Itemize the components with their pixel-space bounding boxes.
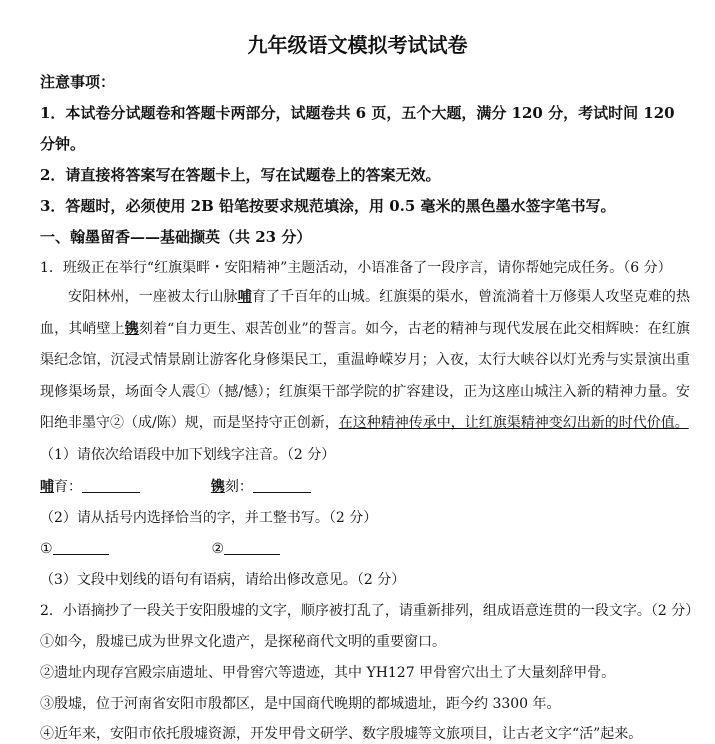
passage-text-3: 刻着“自力更生、艰苦创业”的誓言。如今，古老的精神与现代发展在此交相辉映：在红旗渠纪念馆，沉浸式情景剧让游客化身修渠民工，重温峥嵘岁月；入夜，太行大峡谷以灯光秀与实景演出重现修渠场景，场面令人震①（撼/憾）；红旗渠干部学院的扩容建设，正为这座山城注入新的精神力量。安阳绝非墨守②（成/陈）规，而是坚持守正创新，	[40, 320, 691, 431]
passage-marked-word-2: 镌	[124, 320, 139, 337]
notice-item-1-line-1: 1．本试卷分试题卷和答题卡两部分，试题卷共 6 页，五个大题，满分 120 分，考试时间 120	[40, 104, 675, 122]
question-2-sentence-1: ①如今，殷墟已成为世界文化遗产，是探秘商代文明的重要窗口。	[40, 634, 446, 650]
answer-mark-1: ①	[40, 541, 53, 557]
question-1-sub-3: （3）文段中划线的语句有语病，请给出修改意见。（2 分）	[40, 572, 406, 588]
page-title: 九年级语文模拟考试试卷	[247, 33, 468, 57]
question-2-sentence-2: ②遗址内现存宫殿宗庙遗址、甲骨窖穴等遗迹，其中 YH127 甲骨窖穴出土了大量刻辞甲骨。	[40, 665, 616, 681]
question-1-passage	[40, 282, 690, 440]
question-1-sub-1: （1）请依次给语段中加下划线字注音。（2 分）	[40, 447, 336, 463]
pinyin-word-1: 哺	[40, 479, 54, 495]
question-2-sentence-3: ③殷墟，位于河南省安阳市殷都区，是中国商代晚期的都城遗址，距今约 3300 年。	[40, 696, 561, 712]
pinyin-word-1-suffix: 育：	[54, 479, 82, 495]
pinyin-answer-row	[40, 477, 311, 497]
question-1-sub-2: （2）请从括号内选择恰当的字，并工整书写。（2 分）	[40, 510, 378, 526]
section-1-heading: 一、翰墨留香——基础撷英（共 23 分）	[40, 228, 312, 246]
passage-underlined-sentence: 在这种精神传承中，让红旗渠精神变幻出新的时代价值。	[338, 415, 689, 431]
notice-heading: 注意事项：	[40, 73, 116, 91]
pinyin-word-2: 镌	[210, 479, 225, 495]
character-blank-2[interactable]	[224, 540, 280, 555]
character-answer-row	[40, 539, 280, 559]
question-2-sentence-4: ④近年来，安阳市依托殷墟资源，开发甲骨文研学、数字殷墟等文旅项目，让古老文字“活”起来。	[40, 726, 643, 742]
pinyin-blank-1[interactable]	[82, 478, 140, 493]
passage-marked-word-1: 哺	[237, 289, 252, 305]
question-1-prompt: 1．班级正在举行“红旗渠畔・安阳精神”主题活动，小语准备了一段序言，请你帮她完成任务。（6 分）	[40, 260, 672, 276]
passage-text-1: 安阳林州，一座被太行山脉	[68, 289, 238, 305]
character-blank-1[interactable]	[53, 540, 109, 555]
passage-text-2: 育了千百年的山城。红旗渠的渠水，曾流淌着十万修渠人攻坚克难的热血，其峭壁上	[40, 289, 691, 337]
pinyin-blank-2[interactable]	[253, 478, 311, 493]
notice-item-1-line-2: 分钟。	[40, 135, 86, 153]
question-2-prompt: 2．小语摘抄了一段关于安阳殷墟的文字，顺序被打乱了，请重新排列，组成语意连贯的一段文字。（2 分）	[40, 603, 700, 619]
answer-mark-2: ②	[211, 541, 225, 557]
notice-item-2: 2．请直接将答案写在答题卡上，写在试题卷上的答案无效。	[40, 166, 441, 184]
notice-item-3: 3．答题时，必须使用 2B 铅笔按要求规范填涂，用 0.5 毫米的黑色墨水签字笔书写。	[40, 197, 616, 215]
pinyin-word-2-suffix: 刻：	[224, 479, 253, 495]
